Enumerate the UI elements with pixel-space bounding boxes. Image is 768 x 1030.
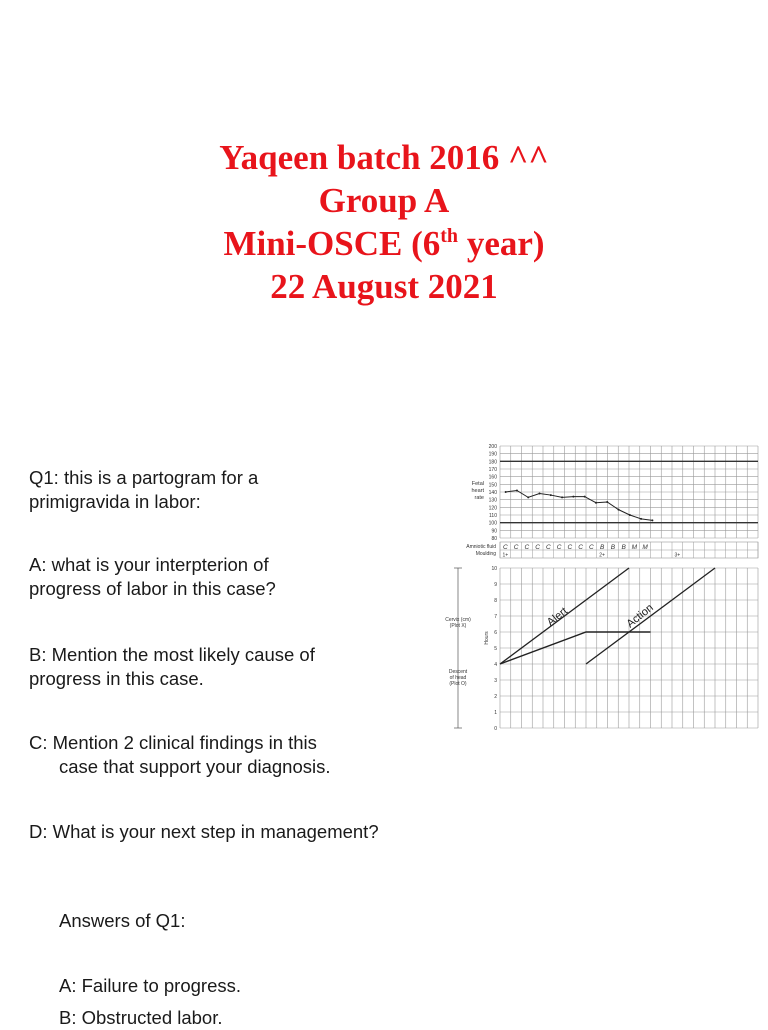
fhr-tick-label: 180 [488, 459, 497, 466]
answer-a: A: Failure to progress. [59, 975, 241, 996]
amniotic-cell: C [513, 544, 519, 551]
question-q1: Q1: this is a partogram for a primigravida in labor: [29, 467, 259, 512]
amniotic-cell: M [631, 544, 638, 551]
descent-axis-label: of head [449, 675, 467, 681]
alert-label: Alert [544, 605, 570, 629]
answer-b: B: Obstructed labor. [59, 1007, 223, 1028]
amniotic-cell: B [599, 544, 605, 551]
fhr-point [550, 494, 552, 496]
moulding-cell: 3+ [674, 552, 681, 559]
fhr-point [516, 489, 518, 491]
amniotic-label: Moulding [475, 551, 496, 557]
fhr-tick-label: 160 [488, 474, 497, 481]
amniotic-cell: B [621, 544, 626, 551]
title-line-date: 22 August 2021 [270, 267, 498, 306]
fhr-tick-label: 190 [488, 451, 497, 458]
amniotic-cell: C [535, 544, 540, 551]
fhr-tick-label: 150 [488, 482, 497, 489]
cervix-tick-label: 1 [494, 710, 497, 716]
hours-vertical-label: Hours [484, 631, 490, 645]
cervix-tick-label: 10 [491, 566, 497, 572]
fhr-tick-label: 140 [488, 490, 497, 496]
fhr-point [606, 501, 608, 503]
fhr-tick-label: 170 [488, 467, 497, 473]
cervix-tick-label: 4 [494, 662, 497, 668]
fhr-tick-label: 80 [491, 536, 497, 542]
fhr-axis-label: Fetal [471, 481, 484, 487]
cervix-tick-label: 3 [494, 678, 497, 684]
title-line-group: Group A [318, 181, 450, 220]
cervix-axis-label: Cervix (cm) [445, 617, 471, 623]
fhr-tick-label: 200 [488, 444, 497, 450]
fhr-tick-label: 130 [488, 497, 497, 504]
amniotic-cell: C [546, 544, 551, 551]
moulding-cell: 2+ [599, 552, 605, 559]
question-a: A: what is your interpterion of progress of labor in this case? [29, 554, 276, 599]
fhr-point [651, 519, 653, 521]
cervix-tick-label: 8 [494, 598, 497, 604]
amniotic-cell: M [642, 544, 648, 551]
amniotic-label: Amniotic fluid [466, 544, 496, 550]
fhr-tick-label: 120 [488, 505, 497, 512]
amniotic-cell: C [503, 544, 508, 551]
amniotic-cell: C [556, 544, 562, 551]
fhr-tick-label: 100 [488, 520, 497, 527]
fhr-point [618, 509, 620, 511]
fhr-point [595, 502, 597, 504]
fhr-point [527, 496, 529, 498]
cervix-tick-label: 7 [494, 614, 497, 620]
descent-axis-label: (Plot O) [449, 681, 467, 687]
amniotic-cell: C [567, 544, 573, 551]
title-line-exam: Mini-OSCE (6th year) [223, 224, 545, 263]
fhr-axis-label: heart [471, 488, 484, 494]
fhr-point [572, 496, 574, 498]
question-d: D: What is your next step in management? [29, 821, 379, 842]
fhr-point [505, 491, 507, 493]
cervix-tick-label: 9 [494, 582, 497, 588]
question-b: B: Mention the most likely cause of progress in this case. [29, 644, 315, 689]
page-title [0, 136, 768, 308]
cervix-tick-label: 0 [494, 726, 497, 732]
moulding-cell: 1+ [502, 552, 509, 559]
cervix-tick-label: 6 [494, 630, 497, 636]
fhr-series-line [506, 490, 653, 520]
cervix-tick-label: 5 [494, 646, 497, 652]
cervix-axis-label: (Plot X) [449, 623, 467, 629]
fhr-point [584, 496, 586, 498]
title-line-batch: Yaqeen batch 2016 ^^ [219, 138, 549, 177]
answers-heading: Answers of Q1: [59, 910, 186, 931]
fhr-axis-label: rate [474, 495, 484, 501]
fhr-point [629, 514, 631, 516]
amniotic-cell: B [610, 544, 616, 551]
descent-axis-label: Descent [448, 669, 468, 675]
fhr-point [539, 493, 541, 495]
fhr-point [640, 518, 642, 520]
fhr-tick-label: 110 [489, 513, 497, 519]
partogram-chart [428, 438, 763, 848]
amniotic-cell: C [589, 544, 594, 551]
fhr-tick-label: 90 [491, 528, 497, 535]
cervix-tick-label: 2 [494, 694, 497, 700]
fhr-point [561, 496, 563, 498]
question-c: C: Mention 2 clinical findings in this case that support your diagnosis. [29, 732, 331, 777]
amniotic-cell: C [524, 544, 530, 551]
action-label: Action [624, 601, 656, 631]
amniotic-cell: C [578, 544, 583, 551]
